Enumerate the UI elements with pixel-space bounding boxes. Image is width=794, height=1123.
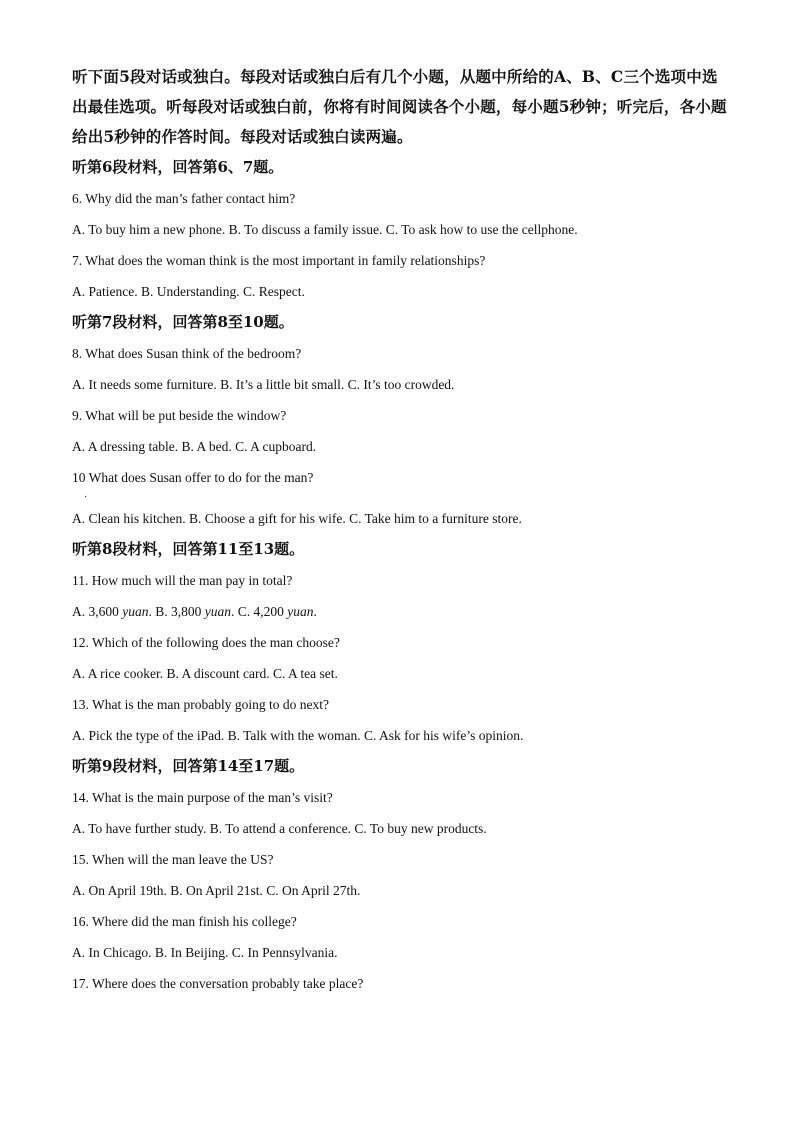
section-instructions: 听下面5段对话或独白。每段对话或独白后有几个小题，从题中所给的A、B、C三个选项中选出最佳选项。听每段对话或独白前，你将有时间阅读各个小题，每小题5秒钟；听完后，各小题给出5秒钟的作答时间。每段对话或独白读两遍。 bbox=[72, 67, 727, 146]
question-14: 14. What is the main purpose of the man’s visit? bbox=[72, 790, 333, 805]
section-heading-7: 听第7段材料，回答第8至10题。 bbox=[72, 313, 294, 331]
options-10: A. Clean his kitchen. B. Choose a gift for his wife. C. Take him to a furniture store. bbox=[72, 511, 522, 526]
question-6: 6. Why did the man’s father contact him? bbox=[72, 191, 296, 206]
question-7: 7. What does the woman think is the most important in family relationships? bbox=[72, 253, 486, 268]
option-text: . bbox=[313, 604, 317, 619]
option-text: . C. 4,200 bbox=[231, 604, 288, 619]
options-13: A. Pick the type of the iPad. B. Talk with the woman. C. Ask for his wife’s opinion. bbox=[72, 728, 524, 743]
currency-word: yuan bbox=[287, 604, 314, 619]
option-text: . B. 3,800 bbox=[148, 604, 205, 619]
section-heading-6: 听第6段材料，回答第6、7题。 bbox=[72, 158, 284, 176]
options-8: A. It needs some furniture. B. It’s a little bit small. C. It’s too crowded. bbox=[72, 377, 455, 392]
section-heading-9: 听第9段材料，回答第14至17题。 bbox=[72, 757, 305, 775]
options-16: A. In Chicago. B. In Beijing. C. In Pennsylvania. bbox=[72, 945, 338, 960]
option-text: A. 3,600 bbox=[72, 604, 123, 619]
question-15: 15. When will the man leave the US? bbox=[72, 852, 274, 867]
question-16: 16. Where did the man finish his college? bbox=[72, 914, 297, 929]
question-13: 13. What is the man probably going to do next? bbox=[72, 697, 329, 712]
options-14: A. To have further study. B. To attend a conference. C. To buy new products. bbox=[72, 821, 487, 836]
stray-dot: · bbox=[84, 492, 88, 503]
options-12: A. A rice cooker. B. A discount card. C. A tea set. bbox=[72, 666, 338, 681]
options-11 bbox=[72, 596, 732, 627]
question-8: 8. What does Susan think of the bedroom? bbox=[72, 346, 302, 361]
section-heading-8: 听第8段材料，回答第11至13题。 bbox=[72, 540, 305, 558]
exam-page bbox=[72, 62, 732, 999]
question-11: 11. How much will the man pay in total? bbox=[72, 573, 293, 588]
options-15: A. On April 19th. B. On April 21st. C. On April 27th. bbox=[72, 883, 361, 898]
question-10: 10 What does Susan offer to do for the man? bbox=[72, 470, 314, 485]
options-7: A. Patience. B. Understanding. C. Respect. bbox=[72, 284, 305, 299]
question-12: 12. Which of the following does the man choose? bbox=[72, 635, 340, 650]
question-17: 17. Where does the conversation probably take place? bbox=[72, 976, 364, 991]
options-6: A. To buy him a new phone. B. To discuss a family issue. C. To ask how to use the cellphone. bbox=[72, 222, 578, 237]
question-9: 9. What will be put beside the window? bbox=[72, 408, 287, 423]
options-9: A. A dressing table. B. A bed. C. A cupboard. bbox=[72, 439, 317, 454]
currency-word: yuan bbox=[204, 604, 232, 619]
currency-word: yuan bbox=[122, 604, 149, 619]
